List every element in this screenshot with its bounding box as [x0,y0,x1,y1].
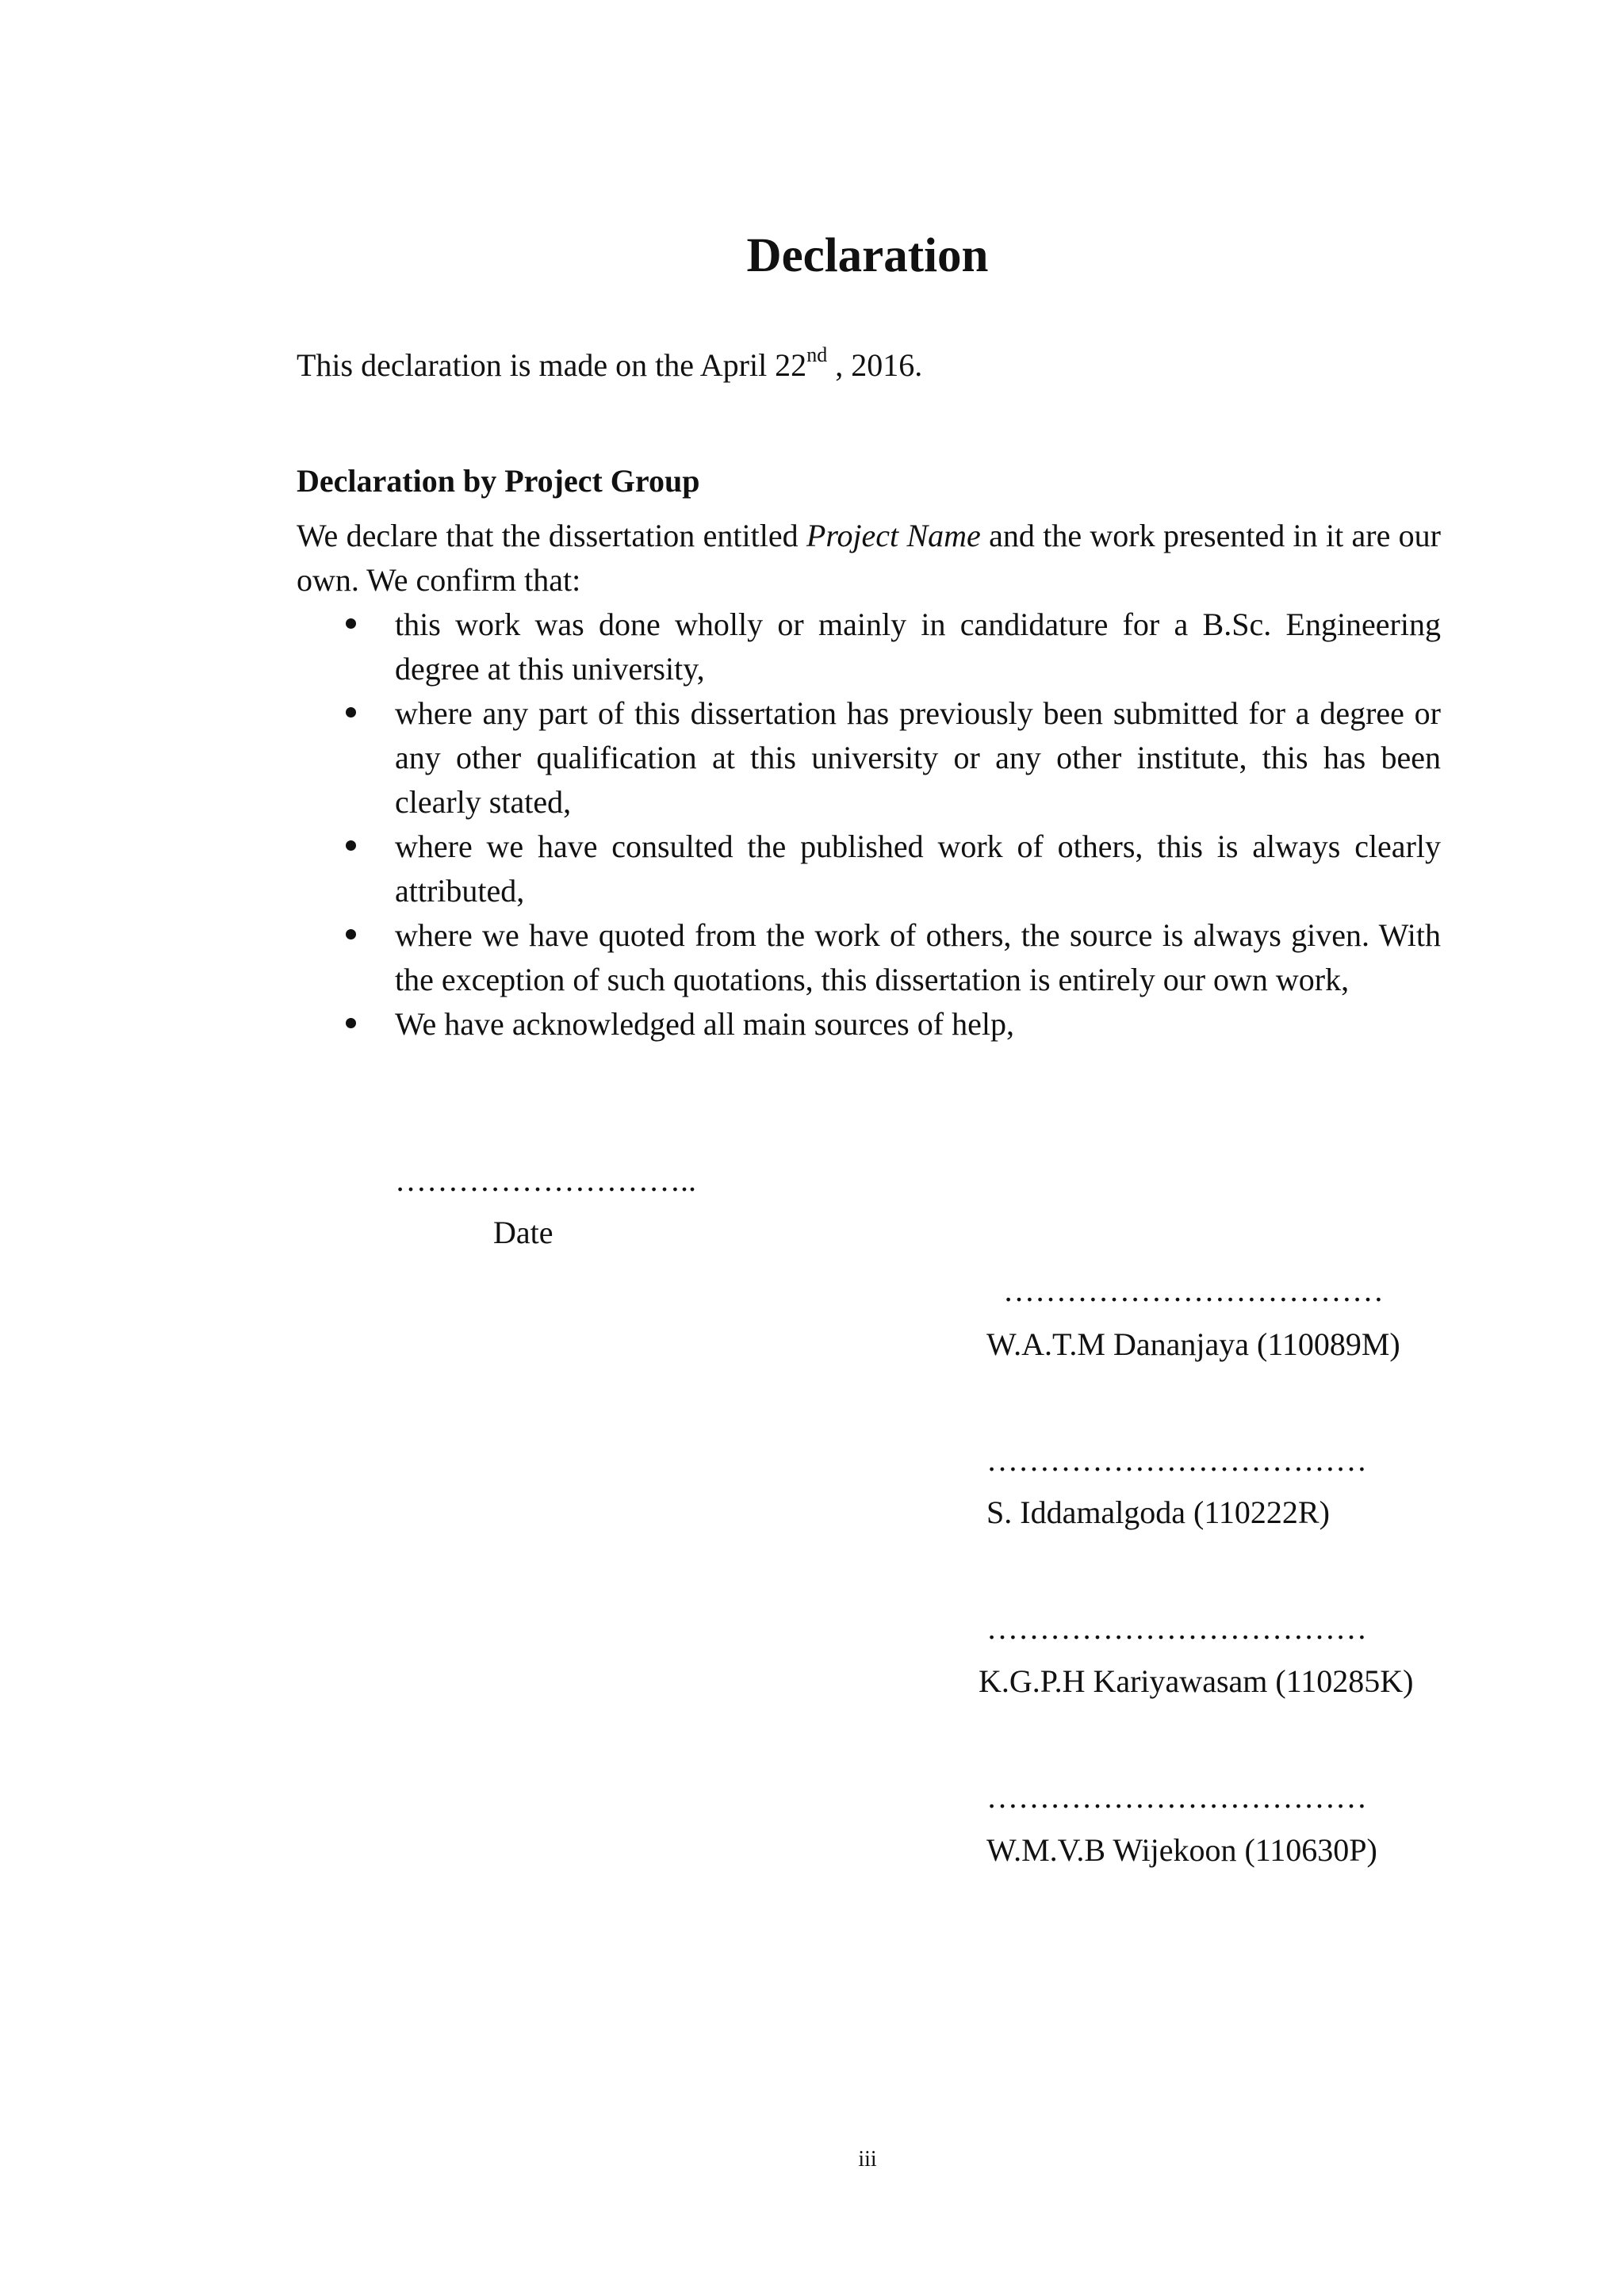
signature-line-3: ……………………………… [986,1610,1367,1646]
intro-before: We declare that the dissertation entitled [297,518,806,553]
list-item-text: where any part of this dissertation has previously been submitted for a degree or any other qualification at this university or any other institute, this has been clearly stated, [395,695,1441,820]
bullet-icon [346,707,356,718]
date-signature-line: ……………………….. [395,1162,696,1198]
section-heading: Declaration by Project Group [297,463,700,499]
confirmation-list [297,603,1441,1047]
bullet-icon [346,929,356,939]
signature-line-1: ……………………………… [1003,1272,1384,1308]
declaration-date-statement [297,343,922,388]
list-item [297,825,1441,913]
list-item [297,913,1441,1002]
list-item-text: where we have quoted from the work of others, the source is always given. With the exception of such quotations, this dissertation is entirely our own work, [395,917,1441,997]
date-ordinal-suffix: nd [806,342,828,366]
list-item-text: this work was done wholly or mainly in candidature for a B.Sc. Engineering degree at this university, [395,607,1441,687]
bullet-icon [346,1018,356,1028]
bullet-icon [346,618,356,629]
page-number: iii [858,2147,877,2172]
list-item-text: where we have consulted the published work of others, this is always clearly attributed, [395,828,1441,909]
signature-line-4: ……………………………… [986,1779,1367,1815]
project-name: Project Name [806,518,981,553]
list-item-text: We have acknowledged all main sources of help, [395,1006,1014,1042]
date-label: Date [493,1215,553,1250]
list-item [297,1002,1441,1047]
signatory-name-1: W.A.T.M Dananjaya (110089M) [986,1326,1400,1362]
intro-after: and the work presented in it are our own. We confirm that: [297,518,1441,598]
signatory-name-3: K.G.P.H Kariyawasam (110285K) [979,1663,1414,1699]
date-statement-suffix: , 2016. [827,347,923,383]
bullet-icon [346,840,356,851]
date-statement-prefix: This declaration is made on the April 22 [297,347,807,383]
signatory-name-4: W.M.V.B Wijekoon (110630P) [986,1832,1377,1868]
page-title: Declaration [746,229,989,282]
intro-paragraph [297,514,1441,603]
list-item [297,603,1441,691]
signature-line-2: ……………………………… [986,1442,1367,1478]
signatory-name-2: S. Iddamalgoda (110222R) [986,1494,1330,1530]
list-item [297,691,1441,825]
